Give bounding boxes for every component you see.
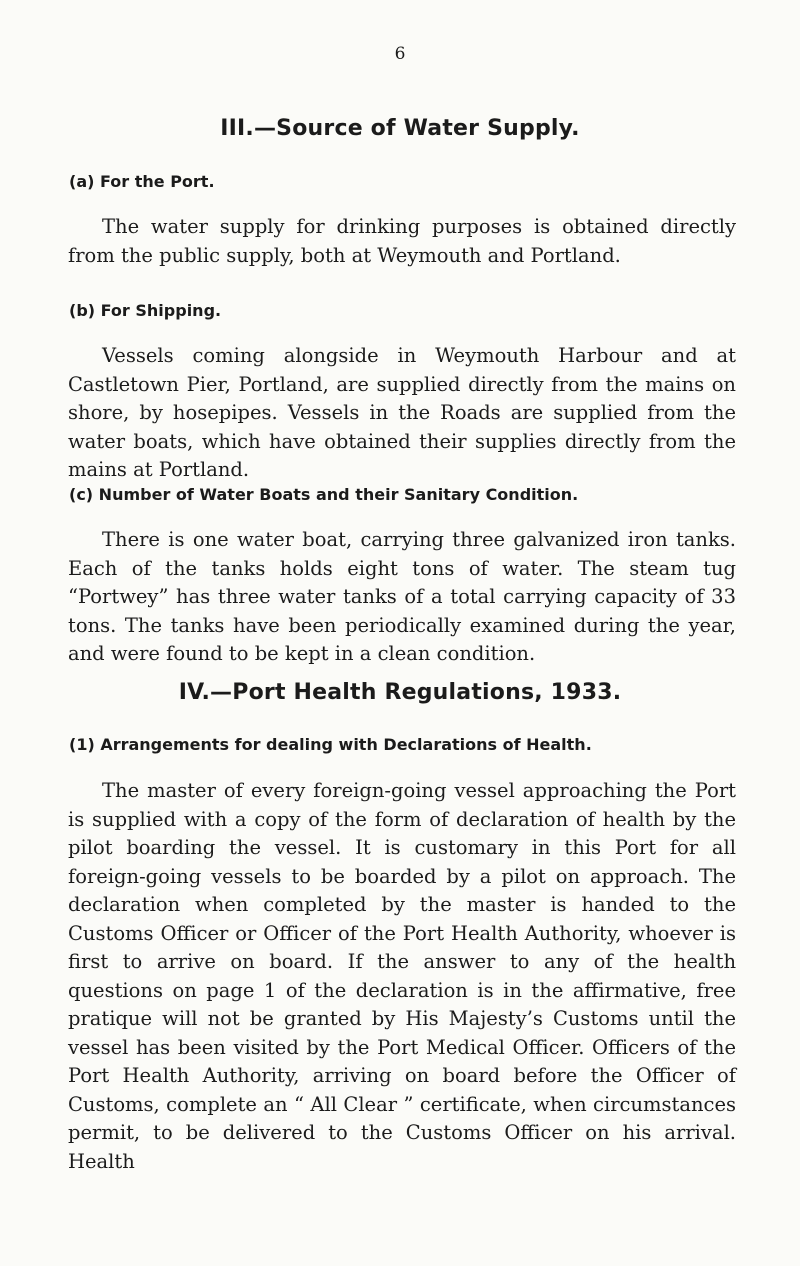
paragraph-declarations-of-health xyxy=(68,777,736,1176)
subheading-water-boats: (c) Number of Water Boats and their Sanitary Condition. xyxy=(69,485,579,504)
section-heading-water-supply: III.—Source of Water Supply. xyxy=(220,116,580,141)
subheading-declarations-of-health: (1) Arrangements for dealing with Declarations of Health. xyxy=(69,735,592,754)
paragraph-declarations-of-health-text: The master of every foreign-going vessel approaching the Port is supplied with a copy of the form of declaration of health by the pilot boarding the vessel. It is customary in this Port for all foreign-going vessels to be boarded by a pilot on approach. The declaration when completed by the master is handed to the Customs Officer or Officer of the Port Health Authority, whoever is first to arrive on board. If the answer to any of the health questions on page 1 of the declaration is in the affirmative, free pratique will not be granted by His Majesty’s Customs until the vessel has been visited by the Port Medical Officer. Officers of the Port Health Authority, arriving on board before the Officer of Customs, complete an “ All Clear ” certificate, when circumstances permit, to be delivered to the Customs Officer on his arrival. Health xyxy=(68,779,736,1173)
paragraph-shipping-supply-text: Vessels coming alongside in Weymouth Harbour and at Castletown Pier, Portland, are supplied directly from the mains on shore, by hosepipes. Vessels in the Roads are supplied from the water boats, which have obtained their supplies directly from the mains at Portland. xyxy=(68,344,736,481)
subheading-for-the-port: (a) For the Port. xyxy=(69,172,215,191)
paragraph-port-supply-text: The water supply for drinking purposes is obtained directly from the public supply, both at Weymouth and Portland. xyxy=(68,215,736,267)
subheading-for-shipping: (b) For Shipping. xyxy=(69,301,222,320)
paragraph-shipping-supply xyxy=(68,342,736,485)
section-heading-port-health-regulations: IV.—Port Health Regulations, 1933. xyxy=(178,680,622,705)
paragraph-water-boats-text: There is one water boat, carrying three galvanized iron tanks. Each of the tanks holds eight tons of water. The steam tug “Portwey” has three water tanks of a total carrying capacity of 33 tons. The tanks have been periodically examined during the year, and were found to be kept in a clean condition. xyxy=(68,528,736,665)
page-number: 6 xyxy=(394,44,406,64)
paragraph-port-supply xyxy=(68,213,736,270)
paragraph-water-boats xyxy=(68,526,736,669)
